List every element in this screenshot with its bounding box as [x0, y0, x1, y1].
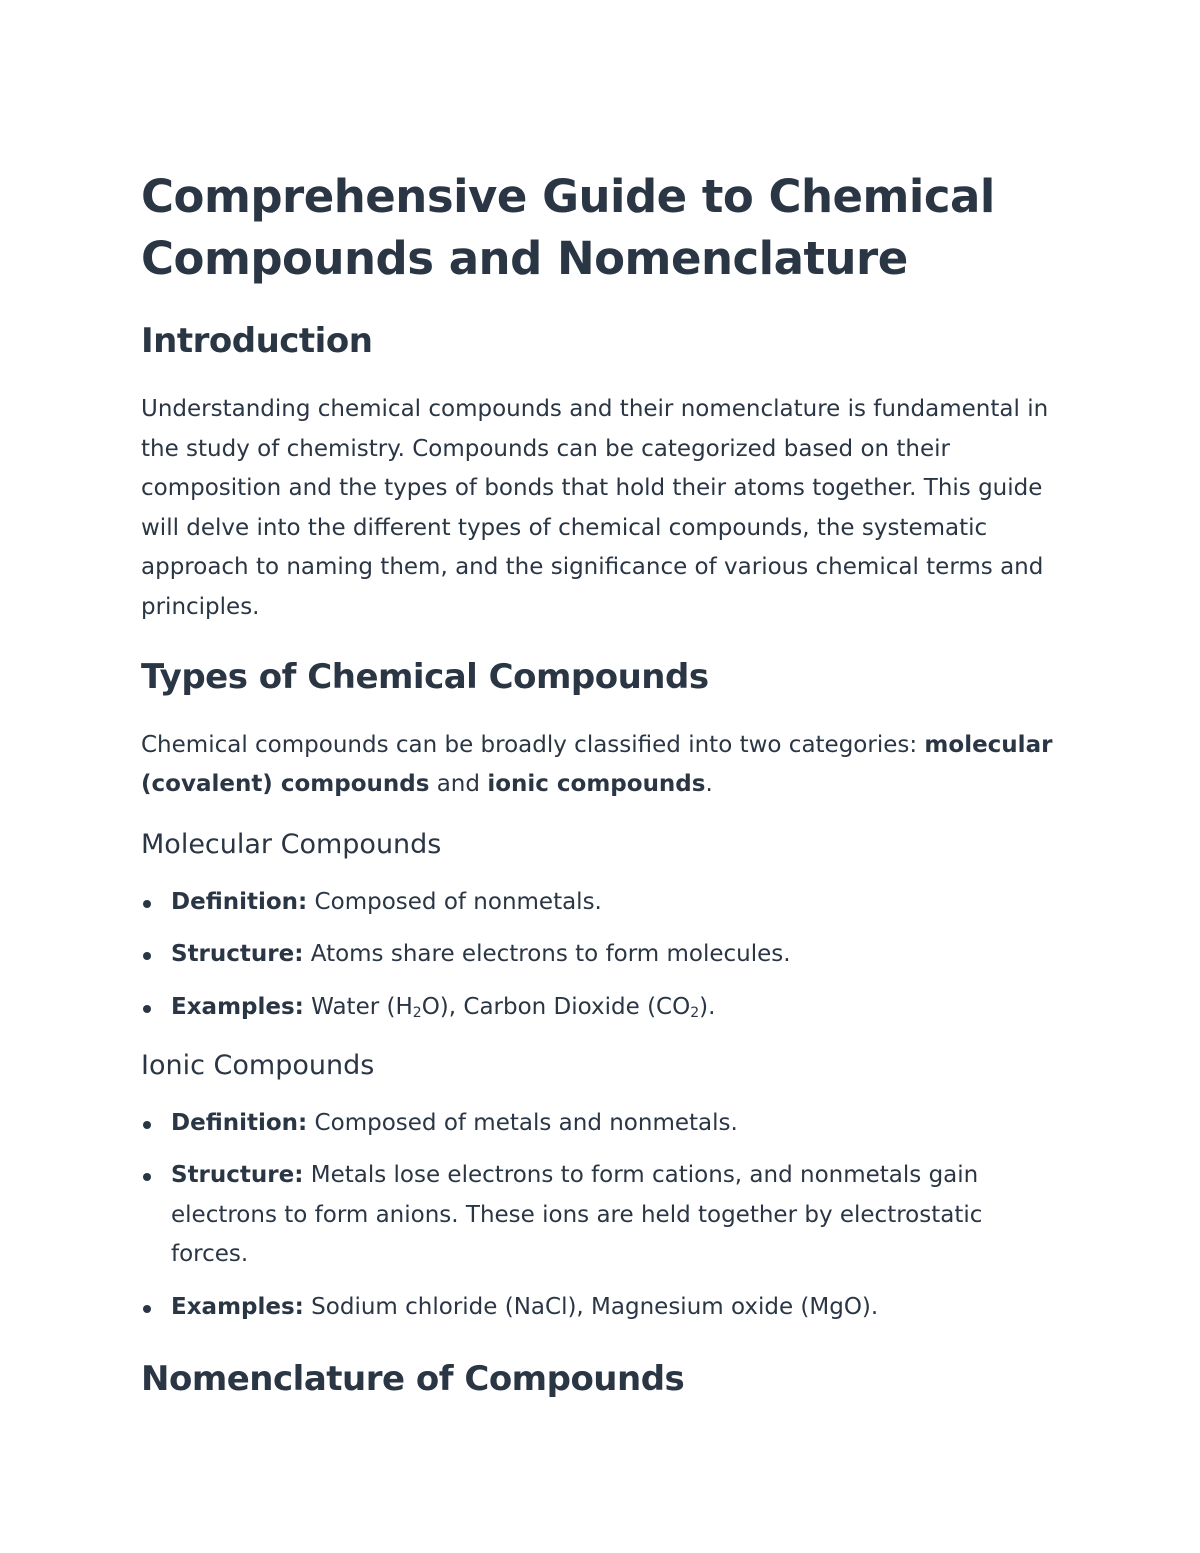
item-text: Metals lose electrons to form cations, and nonmetals gain electrons to form anions. These ions are held together by electrostatic forces. — [171, 1162, 983, 1268]
item-label: Definition: — [171, 1109, 308, 1136]
molecular-list — [141, 883, 1061, 1028]
section-heading-introduction: Introduction — [141, 321, 373, 361]
list-item — [141, 1288, 1061, 1328]
bullet-icon — [143, 1121, 151, 1129]
bullet-icon — [143, 1005, 151, 1013]
list-item — [141, 988, 1061, 1028]
subscript: 2 — [690, 1004, 700, 1021]
item-label: Examples: — [171, 993, 304, 1020]
types-intro-text: Chemical compounds can be broadly classified into two categories: — [141, 731, 925, 758]
types-end-text: . — [705, 771, 713, 798]
bullet-icon — [143, 952, 151, 960]
category-ionic: ionic compounds — [487, 771, 706, 798]
list-item — [141, 1104, 1061, 1144]
list-item — [141, 883, 1061, 923]
item-text: Sodium chloride (NaCl), Magnesium oxide (MgO). — [303, 1293, 879, 1320]
page-title: Comprehensive Guide to Chemical Compounds and Nomenclature — [141, 170, 995, 285]
types-paragraph — [141, 726, 1061, 805]
item-label: Structure: — [171, 941, 304, 968]
introduction-paragraph: Understanding chemical compounds and their nomenclature is fundamental in the study of chemistry. Compounds can be categorized based on their composition and the types of bonds that hold their atoms together. This guide will delve into the different types of chemical compounds, the systematic approach to naming them, and the significance of various chemical terms and principles. — [141, 396, 1049, 620]
item-text: Water (H — [303, 993, 413, 1020]
item-text: Composed of metals and nonmetals. — [307, 1109, 738, 1136]
item-label: Structure: — [171, 1162, 304, 1189]
item-text: ). — [699, 993, 716, 1020]
category-molecular: molecular (covalent) compounds — [141, 731, 1053, 798]
section-heading-types: Types of Chemical Compounds — [141, 656, 709, 697]
item-label: Examples: — [171, 1293, 304, 1320]
subsection-heading-ionic: Ionic Compounds — [141, 1049, 375, 1081]
document-page — [141, 166, 1061, 1400]
ionic-list — [141, 1104, 1061, 1328]
section-heading-nomenclature: Nomenclature of Compounds — [141, 1358, 685, 1399]
list-item — [141, 1156, 1061, 1275]
item-label: Definition: — [171, 888, 308, 915]
subsection-heading-molecular: Molecular Compounds — [141, 828, 442, 860]
subscript: 2 — [412, 1004, 422, 1021]
bullet-icon — [143, 1173, 151, 1181]
types-and-text: and — [429, 771, 488, 798]
item-text: Composed of nonmetals. — [307, 888, 602, 915]
list-item — [141, 935, 1061, 975]
item-text: Atoms share electrons to form molecules. — [303, 941, 791, 968]
bullet-icon — [143, 1305, 151, 1313]
bullet-icon — [143, 900, 151, 908]
item-text: O), Carbon Dioxide (CO — [421, 993, 691, 1020]
